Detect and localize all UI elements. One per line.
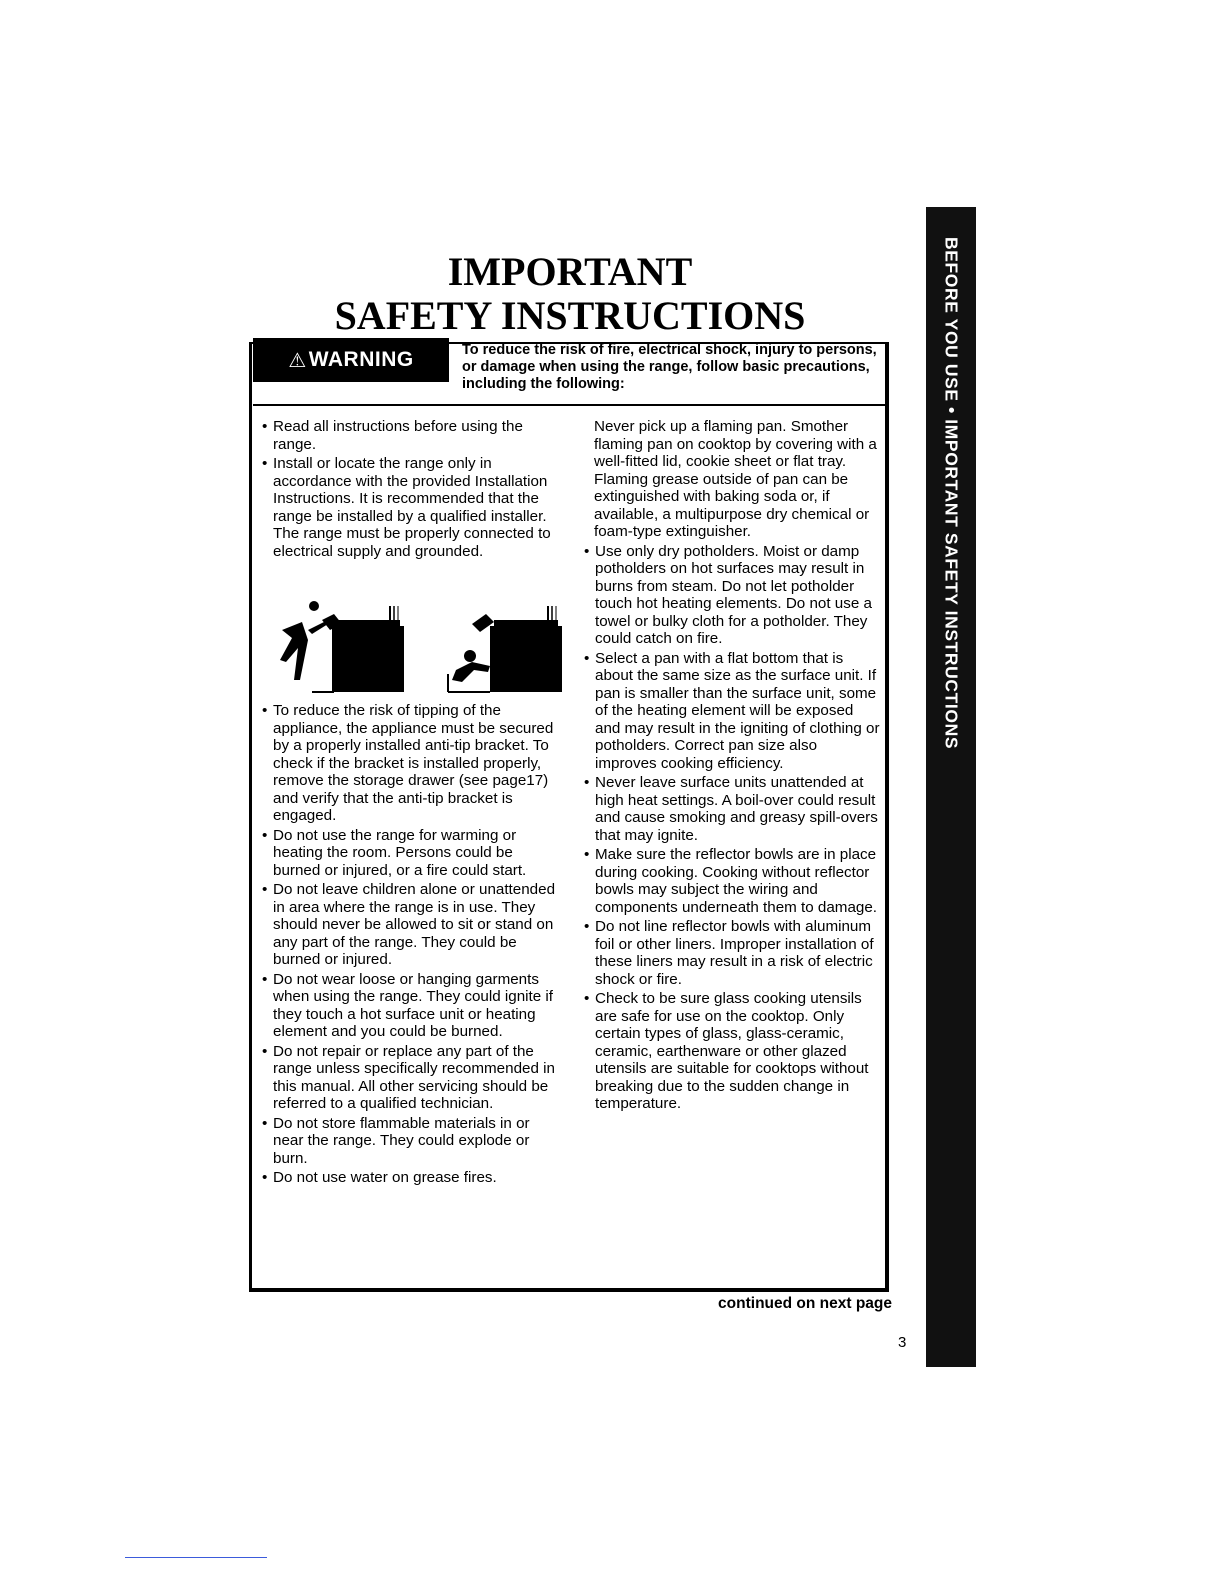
right-column bbox=[584, 418, 882, 1115]
left-column bbox=[262, 418, 557, 562]
warning-badge bbox=[253, 338, 449, 382]
list-item: • Do not wear loose or hanging garments when using the range. They could ignite if they touch a hot surface unit or heating element and you could be burned. bbox=[262, 970, 554, 1040]
list-item: • Do not store flammable materials in or near the range. They could explode or burn. bbox=[262, 1114, 530, 1167]
footnote-rule bbox=[125, 1557, 267, 1558]
warning-divider bbox=[253, 404, 885, 406]
list-item: • Do not repair or replace any part of the range unless specifically recommended in this manual. All other servicing should be referred to a qualified technician. bbox=[262, 1042, 555, 1112]
list-item: • Never leave surface units unattended at high heat settings. A boil-over could result and cause smoking and greasy spill-overs that may ignite. bbox=[584, 774, 878, 844]
continued-note: continued on next page bbox=[718, 1295, 892, 1312]
list-item: • Do not use the range for warming or heating the room. Persons could be burned or injured, or a fire could start. bbox=[262, 826, 527, 879]
list-item: • Do not use water on grease fires. bbox=[262, 1169, 497, 1186]
frame-left-border bbox=[249, 342, 252, 1288]
section-side-tab bbox=[926, 207, 976, 1367]
left-column-lower bbox=[262, 702, 557, 1189]
list-item: • To reduce the risk of tipping of the appliance, the appliance must be secured by a properly installed anti-tip bracket. To check if the bracket is installed properly, remove the storage drawer (see page17) and verify that the anti-tip bracket is engaged. bbox=[262, 702, 554, 824]
list-item: • Select a pan with a flat bottom that is about the same size as the surface unit. If pan is smaller than the surface unit, some of the heating element will be exposed and may result in the igniting of clothing or potholders. Correct pan size also improves cooking efficiency. bbox=[584, 649, 880, 772]
warning-text: To reduce the risk of fire, electrical shock, injury to persons, or damage when using the range, follow basic precautions, including the following: bbox=[462, 342, 877, 392]
list-item: • Install or locate the range only in accordance with the provided Installation Instructions. It is recommended that the range be installed by a qualified installer. The range must be properly connected to electrical supply and grounded. bbox=[262, 455, 551, 560]
list-item: • Make sure the reflector bowls are in place during cooking. Cooking without reflector bowls may subject the wiring and components underneath them to damage. bbox=[584, 846, 877, 916]
tip-over-hazard-icon bbox=[272, 600, 562, 700]
page-title-line1: IMPORTANT bbox=[447, 249, 693, 294]
list-item: • Use only dry potholders. Moist or damp potholders on hot surfaces may result in burns from steam. Do not let potholder touch hot heating elements. Do not use a towel or bulky cloth for a potholder. They could catch on fire. bbox=[584, 542, 872, 647]
list-item: • Check to be sure glass cooking utensils are safe for use on the cooktop. Only certain types of glass, glass-ceramic, ceramic, earthenware or other glazed utensils are suitable for cooktops without breaking due to the sudden change in temperature. bbox=[584, 990, 869, 1112]
warning-label: WARNING bbox=[308, 348, 414, 371]
list-item: • Read all instructions before using the range. bbox=[262, 418, 523, 453]
page-number: 3 bbox=[898, 1334, 907, 1351]
continuation-paragraph: Never pick up a flaming pan. Smother flaming pan on cooktop by covering with a well-fitted lid, cookie sheet or flat tray. Flaming grease outside of pan can be extinguished with baking soda or, if available, a multipurpose dry chemical or foam-type extinguisher. bbox=[594, 418, 877, 540]
side-tab-label: BEFORE YOU USE • IMPORTANT SAFETY INSTRUCTIONS bbox=[941, 237, 962, 750]
page-title-line2: SAFETY INSTRUCTIONS bbox=[334, 293, 806, 338]
list-item: • Do not line reflector bowls with aluminum foil or other liners. Improper installation of these liners may result in a risk of electric shock or fire. bbox=[584, 918, 874, 988]
warning-triangle-icon: ⚠ bbox=[288, 349, 307, 372]
list-item: • Do not leave children alone or unattended in area where the range is in use. They should never be allowed to sit or stand on any part of the range. They could be burned or injured. bbox=[262, 881, 556, 968]
